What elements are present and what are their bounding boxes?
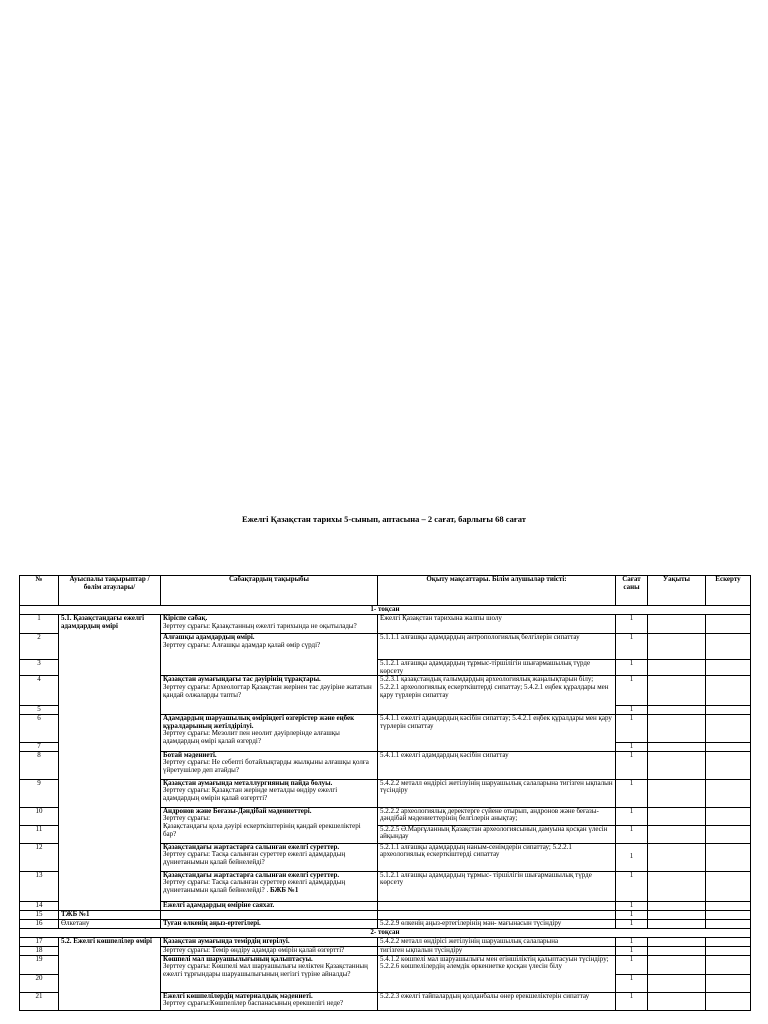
topic-title: Алғашқы адамдардың өмірі. bbox=[163, 633, 255, 641]
row-number: 18 bbox=[20, 946, 59, 955]
research-question: Зерттеу сұрағы: Тасқа салынған суреттер ежелгі адамдардың дүниетанымын қалай бейнелейді? bbox=[163, 850, 346, 867]
row-number: 14 bbox=[20, 901, 59, 910]
note-cell bbox=[706, 937, 751, 946]
research-question: Зерттеу сұрағы:Көшпелілер баспанасының ерекшелігі неде? bbox=[163, 999, 344, 1008]
row-number: 12 bbox=[20, 843, 59, 871]
goal-cell bbox=[378, 901, 616, 910]
hours-cell: 1 bbox=[616, 751, 648, 779]
hours-cell: 1 bbox=[616, 779, 648, 807]
hours-cell: 1 bbox=[616, 901, 648, 910]
hours-cell: 1 bbox=[616, 910, 648, 919]
goal-cell bbox=[378, 910, 616, 919]
hours-cell: 1 bbox=[616, 843, 648, 871]
section-cell: 5.2. Ежелгі көшпелілер өмірі bbox=[59, 937, 161, 1010]
topic-cell bbox=[161, 807, 378, 843]
topic-title: Көшпелі мал шаруашылығының қалыптасуы. bbox=[163, 955, 313, 963]
research-question-text: Қазақстандағы қола дәуірі ескерткіштерінің қандай ерекшеліктері бар? bbox=[163, 822, 361, 838]
date-cell bbox=[648, 743, 706, 752]
goal-cell: 5.1.2.1 алғашқы адамдардың тұрмыс-тіршілігін шығармашылық түрде көрсету bbox=[378, 660, 616, 676]
note-cell bbox=[706, 974, 751, 992]
goal-cell: 5.1.1.1 алғашқы адамдардың антропологиялық белгілерін сипаттау bbox=[378, 634, 616, 660]
topic-title: Қазақстандағы жартастарға салынған ежелгі суреттер. bbox=[163, 843, 340, 851]
note-cell bbox=[706, 615, 751, 634]
col-header-hours: Сағат саны bbox=[616, 576, 648, 606]
note-cell bbox=[706, 751, 751, 779]
table-row bbox=[20, 919, 751, 928]
topic-cell bbox=[161, 937, 378, 946]
date-cell bbox=[648, 937, 706, 946]
row-number: 11 bbox=[20, 825, 59, 843]
row-number: 7 bbox=[20, 743, 59, 752]
quarter-row-1 bbox=[20, 606, 751, 615]
row-number: 9 bbox=[20, 779, 59, 807]
note-cell bbox=[706, 955, 751, 974]
date-cell bbox=[648, 634, 706, 660]
hours-cell: 1 bbox=[616, 676, 648, 706]
hours-cell: 1 bbox=[616, 919, 648, 928]
hours-cell: 1 bbox=[616, 946, 648, 955]
date-cell bbox=[648, 751, 706, 779]
note-cell bbox=[706, 919, 751, 928]
research-question: Зерттеу сұрағы: Археологтар Қазақстан жерінен тас дәуіріне жататын қандай олжаларды тапты? bbox=[163, 683, 372, 699]
research-question: Зерттеу сұрағы: Алғашқы адамдар қалай өмір сүрді? bbox=[163, 640, 321, 649]
row-number: 20 bbox=[20, 974, 59, 992]
research-question: Зерттеу сұрағы: Темір өндіру адамдар өмірін қалай өзгертті? bbox=[163, 946, 345, 954]
goal-cell: 5.2.2.3 ежелгі тайпалардың қолданбалы өнер ерекшеліктерін сипаттау bbox=[378, 992, 616, 1010]
hours-cell: 1 bbox=[616, 615, 648, 634]
research-question: Зерттеу сұрағы: Қазақстанның ежелгі тарихында не оқытылады? bbox=[163, 621, 357, 630]
date-cell bbox=[648, 660, 706, 676]
goal-cell: 5.4.1.1 ежелгі адамдардың кәсібін сипаттау bbox=[378, 751, 616, 779]
date-cell bbox=[648, 715, 706, 743]
note-cell bbox=[706, 715, 751, 743]
date-cell bbox=[648, 779, 706, 807]
research-question: Зерттеу сұрағы: Қазақстан жерінде металды өндіру ежелгі адамдардың өмірін қалай өзгертті? bbox=[163, 786, 338, 803]
hours-cell: 1 bbox=[616, 634, 648, 660]
topic-cell bbox=[161, 843, 378, 871]
date-cell bbox=[648, 919, 706, 928]
col-header-cross-topics: Ауыспалы тақырыптар /бөлім атаулары/ bbox=[59, 576, 161, 606]
topic-cell bbox=[161, 955, 378, 992]
hours-cell: 1 bbox=[616, 955, 648, 974]
row-number: 3 bbox=[20, 660, 59, 676]
topic-title: Қазақстан аумағындағы тас дәуірінің тұрақтары. bbox=[163, 675, 321, 684]
goal-cell: 5.4.2.2 металл өндірісі жетілуінің шаруашылық салаларына bbox=[378, 937, 616, 946]
topic-title: Туған өлкенің аңыз-ертегілері. bbox=[163, 919, 261, 927]
col-header-number: № bbox=[20, 576, 59, 606]
topic-cell bbox=[161, 946, 378, 955]
goal-cell: 5.2.1.1 алғашқы адамдардың наным-сенімдерін сипаттау; 5.2.2.1 археологиялық ескерткіштерді сипаттау bbox=[378, 843, 616, 871]
goal-cell: 5.2.2.9 өлкенің аңыз-ертегілерінің мән- мағынасын түсіндіру bbox=[378, 919, 616, 928]
note-cell bbox=[706, 871, 751, 901]
topic-title: Қазақстандағы жартастарға салынған ежелгі суреттер. bbox=[163, 871, 340, 879]
goal-cell: тигізген ықпалын түсіндіру bbox=[378, 946, 616, 955]
topic-title: Кіріспе сабақ. bbox=[163, 614, 208, 622]
hours-cell: 1 bbox=[616, 715, 648, 743]
topic-title: Ботай мәдениеті. bbox=[163, 751, 217, 759]
date-cell bbox=[648, 955, 706, 974]
date-cell bbox=[648, 974, 706, 992]
date-cell bbox=[648, 901, 706, 910]
col-header-note: Ескерту bbox=[706, 576, 751, 606]
topic-cell bbox=[161, 634, 378, 676]
note-cell bbox=[706, 743, 751, 752]
topic-title: Қазақстан аумағында темірдің игерілуі. bbox=[163, 937, 290, 945]
table-row bbox=[20, 615, 751, 634]
topic-title: Ежелгі адамдардың өміріне саяхат. bbox=[163, 901, 275, 909]
topic-cell bbox=[161, 992, 378, 1010]
date-cell bbox=[648, 615, 706, 634]
row-number: 6 bbox=[20, 715, 59, 743]
research-question: Зерттеу сұрағы: Не себепті ботайлықтарды жылқыны алғашқы қолға үйретушілер деп атайды? bbox=[163, 758, 369, 775]
topic-title: Андронов және Беғазы-Дәндібай мәдениеттері. bbox=[163, 807, 312, 815]
hours-cell: 1 bbox=[616, 871, 648, 901]
row-number: 15 bbox=[20, 910, 59, 919]
topic-cell bbox=[161, 751, 378, 779]
quarter-label: 1- тоқсан bbox=[20, 606, 751, 615]
topic-title: Қазақстан аумағында металлургияның пайда болуы. bbox=[163, 779, 333, 787]
note-cell bbox=[706, 825, 751, 843]
note-cell bbox=[706, 660, 751, 676]
note-cell bbox=[706, 634, 751, 660]
topic-cell bbox=[161, 910, 378, 919]
row-number: 4 bbox=[20, 676, 59, 706]
goal-cell: Ежелгі Қазақстан тарихына жалпы шолу bbox=[378, 615, 616, 634]
goal-cell: 5.2.3.1 қазақстандық ғалымдардың археологиялық жаңалықтарын білу; 5.2.2.1 археологиялық ескерткіштерді сипаттау; 5.4.2.1 еңбек құралдары мен қару түрлерін сипаттау bbox=[378, 676, 616, 715]
table-header-row bbox=[20, 576, 751, 606]
topic-cell bbox=[161, 871, 378, 901]
assessment-label: БЖБ №1 bbox=[270, 886, 299, 895]
note-cell bbox=[706, 910, 751, 919]
goal-cell: 5.4.1.1 ежелгі адамдардың кәсібін сипаттау; 5.4.2.1 еңбек құралдары мен қару түрлерін сипаттау bbox=[378, 715, 616, 752]
research-question: Зерттеу сұрағы: Көшпелі мал шаруашылығы неліктен Қазақстанның ежелгі тұрғындары шаруашылығының негізгі түріне айналды? bbox=[163, 962, 368, 979]
note-cell bbox=[706, 946, 751, 955]
row-number: 19 bbox=[20, 955, 59, 974]
hours-cell: 1 bbox=[616, 660, 648, 676]
row-number: 5 bbox=[20, 706, 59, 715]
research-question: Зерттеу сұрағы: bbox=[163, 814, 211, 823]
row-number: 13 bbox=[20, 871, 59, 901]
goal-cell: 5.4.1.2 көшпелі мал шаруашылығы мен егіншіліктің қалыптасуын түсіндіру; 5.2.2.6 көшпелілердің әлемдік өркениетке қосқан үлесін білу bbox=[378, 955, 616, 992]
goal-cell: 5.1.2.1 алғашқы адамдардың тұрмыс- тіршілігін шығармашылық түрде көрсету bbox=[378, 871, 616, 901]
topic-cell bbox=[161, 779, 378, 807]
date-cell bbox=[648, 946, 706, 955]
table-row bbox=[20, 937, 751, 946]
date-cell bbox=[648, 992, 706, 1010]
row-number: 21 bbox=[20, 992, 59, 1010]
row-number: 8 bbox=[20, 751, 59, 779]
date-cell bbox=[648, 843, 706, 871]
note-cell bbox=[706, 779, 751, 807]
topic-cell bbox=[161, 615, 378, 634]
table-row bbox=[20, 910, 751, 919]
hours-cell: 1 bbox=[616, 743, 648, 752]
row-number: 10 bbox=[20, 807, 59, 825]
summative-label: ТЖБ №1 bbox=[59, 910, 161, 919]
row-number: 17 bbox=[20, 937, 59, 946]
hours-cell: 1 bbox=[616, 807, 648, 825]
quarter-row-2 bbox=[20, 928, 751, 937]
hours-cell: 1 bbox=[616, 974, 648, 992]
hours-cell: 1 bbox=[616, 825, 648, 843]
row-number: 16 bbox=[20, 919, 59, 928]
curriculum-table bbox=[19, 575, 751, 1011]
topic-cell bbox=[161, 919, 378, 928]
hours-cell: 1 bbox=[616, 706, 648, 715]
note-cell bbox=[706, 706, 751, 715]
row-number: 2 bbox=[20, 634, 59, 660]
topic-cell bbox=[161, 901, 378, 910]
research-question: Зерттеу сұрағы: Тасқа салынған суреттер ежелгі адамдардың дүниетанымын қалай бейнелейді? . bbox=[163, 878, 346, 895]
note-cell bbox=[706, 843, 751, 871]
row-number: 1 bbox=[20, 615, 59, 634]
col-header-learning-goals: Оқыту мақсаттары. Білім алушылар тиісті: bbox=[378, 576, 616, 606]
note-cell bbox=[706, 901, 751, 910]
topic-cell bbox=[161, 676, 378, 715]
document-title: Ежелгі Қазақстан тарихы 5-сынып, аптасына – 2 сағат, барлығы 68 сағат bbox=[242, 514, 526, 524]
quarter-label: 2- тоқсан bbox=[20, 928, 751, 937]
goal-cell: 5.2.2.2 археологиялық деректерге сүйене отырып, андронов және беғазы-дәндібай мәдениеттерінің белгілерін анықтау; bbox=[378, 807, 616, 825]
date-cell bbox=[648, 807, 706, 825]
section-cell: 5.1. Қазақстандағы ежелгі адамдардың өмірі bbox=[59, 615, 161, 911]
date-cell bbox=[648, 871, 706, 901]
goal-cell: 5.2.2.5 Ә.Марғұланның Қазақстан археологиясының дамуына қосқан үлесін айқындау bbox=[378, 825, 616, 843]
topic-title: Ежелгі көшпелілердің материалдық мәдениеті. bbox=[163, 992, 313, 1000]
note-cell bbox=[706, 676, 751, 706]
goal-cell: 5.4.2.2 металл өндірісі жетілуінің шаруашылық салаларына тигізген ықпалын түсіндіру bbox=[378, 779, 616, 807]
date-cell bbox=[648, 825, 706, 843]
date-cell bbox=[648, 706, 706, 715]
note-cell bbox=[706, 992, 751, 1010]
cross-topic-cell: Өлкетану bbox=[59, 919, 161, 928]
research-question: Зерттеу сұрағы: Мезолит пен неолит дәуірлерінде алғашқы адамдардың өмірі қалай өзгерді? bbox=[163, 729, 340, 746]
topic-title: Адамдардың шаруашылық өміріндегі өзгерістер және еңбек құралдарының жетілдірілуі. bbox=[163, 714, 355, 730]
topic-cell bbox=[161, 715, 378, 752]
hours-cell: 1 bbox=[616, 937, 648, 946]
hours-cell: 1 bbox=[616, 992, 648, 1010]
date-cell bbox=[648, 910, 706, 919]
date-cell bbox=[648, 676, 706, 706]
note-cell bbox=[706, 807, 751, 825]
col-header-lesson-topics: Сабақтардың тақырыбы bbox=[161, 576, 378, 606]
col-header-date: Уақыты bbox=[648, 576, 706, 606]
